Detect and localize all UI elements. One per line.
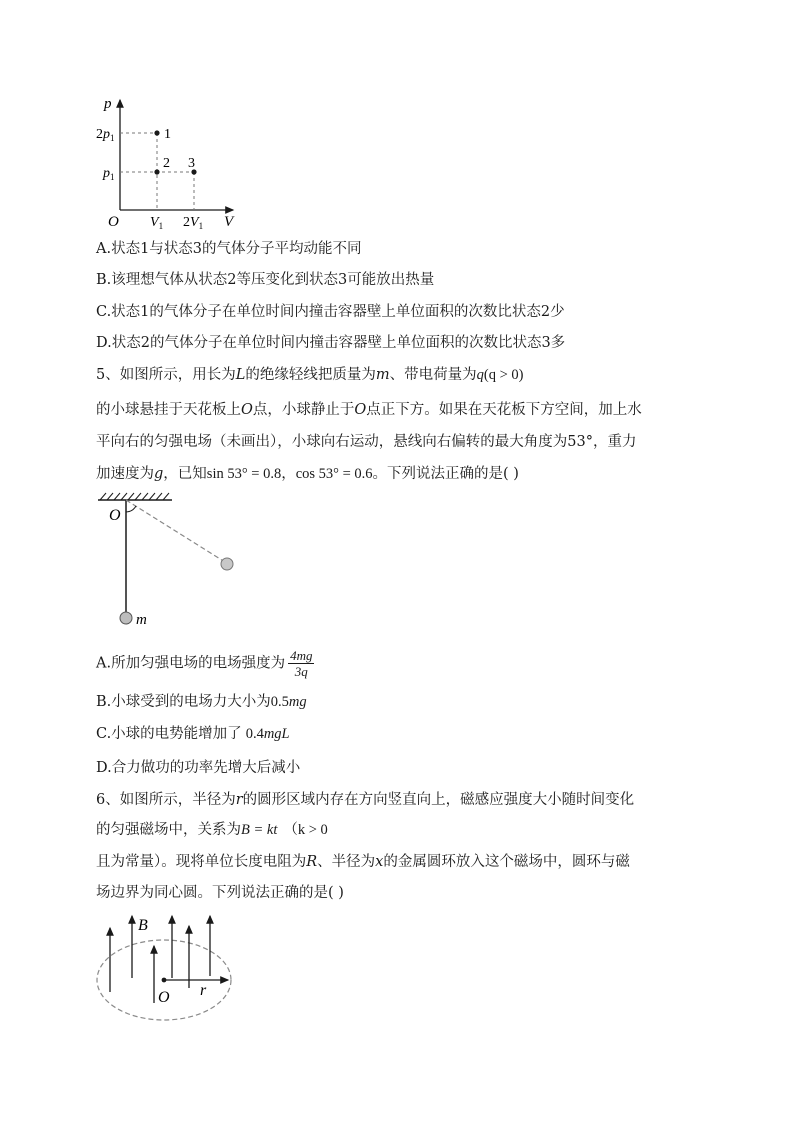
q4-option-b: B.该理想气体从状态2等压变化到状态3可能放出热量 xyxy=(96,272,435,288)
magnetic-field-figure xyxy=(92,908,242,1026)
string-deflected xyxy=(126,500,225,562)
state-2-point xyxy=(154,169,159,174)
ball-rest xyxy=(120,612,132,624)
q5-stem-line-4: 加速度为g，已知sin 53° = 0.8，cos 53° = 0.6。下列说法正确的是( ) xyxy=(96,466,519,482)
state-1-point xyxy=(154,130,159,135)
q5-stem-line-1: 5、如图所示，用长为L的绝缘轻线把质量为m、带电荷量为q(q > 0) xyxy=(96,367,524,383)
point-o-label: O xyxy=(109,507,121,524)
q4-option-d: D.状态2的气体分子在单位时间内撞击容器壁上单位面积的次数比状态3多 xyxy=(96,335,566,351)
axis-label-p: p xyxy=(104,96,112,112)
radius-r-label: r xyxy=(200,982,207,999)
ceiling-hatching xyxy=(100,493,169,500)
tick-v1: $V_1$ xyxy=(150,215,164,231)
tick-2p1: $2p_1$ xyxy=(96,127,115,143)
q6-stem-line-1: 6、如图所示，半径为r的圆形区域内存在方向竖直向上，磁感应强度大小随时间变化 xyxy=(96,792,635,808)
q5-option-b: B.小球受到的电场力大小为0.5mg xyxy=(96,694,307,710)
q4-option-a: A.状态1与状态3的气体分子平均动能不同 xyxy=(96,241,362,257)
pendulum-figure xyxy=(90,490,260,630)
q6-stem-line-4: 场边界为同心圆。下列说法正确的是( ) xyxy=(96,885,344,901)
q5-option-c: C.小球的电势能增加了 0.4mgL xyxy=(96,726,290,742)
axis-label-v: V xyxy=(224,214,234,230)
q6-stem-line-3: 且为常量）。现将单位长度电阻为R、半径为x的金属圆环放入这个磁场中，圆环与磁 xyxy=(96,854,630,870)
q5-stem-line-2: 的小球悬挂于天花板上O点，小球静止于O点正下方。如果在天花板下方空间，加上水 xyxy=(96,402,642,418)
field-b-label: B xyxy=(138,917,148,934)
q6-stem-line-2: 的匀强磁场中，关系为B = kt （k > 0 xyxy=(96,822,328,838)
q4-option-c: C.状态1的气体分子在单位时间内撞击容器壁上单位面积的次数比状态2少 xyxy=(96,304,565,320)
q5-stem-line-3: 平向右的匀强电场（未画出），小球向右运动，悬线向右偏转的最大角度为53°，重力 xyxy=(96,434,637,450)
ball-deflected xyxy=(221,558,233,570)
angle-arc xyxy=(126,506,136,512)
state-3-label: 3 xyxy=(188,156,195,171)
q5-option-d: D.合力做功的功率先增大后减小 xyxy=(96,760,301,776)
mass-m-label: m xyxy=(136,612,147,628)
center-o-label: O xyxy=(158,989,170,1006)
origin-label: O xyxy=(108,214,119,230)
field-strength-fraction: $\frac{4mg}{3q}$ xyxy=(290,648,313,679)
tick-p1: $p_1$ xyxy=(103,166,115,182)
pv-diagram xyxy=(90,88,250,234)
state-2-label: 2 xyxy=(163,156,170,171)
tick-2v1: $2V_1$ xyxy=(183,215,204,231)
state-1-label: 1 xyxy=(164,127,171,142)
q5-option-a: A.所加匀强电场的电场强度为 $\frac{4mg}{3q}$ xyxy=(96,648,313,679)
